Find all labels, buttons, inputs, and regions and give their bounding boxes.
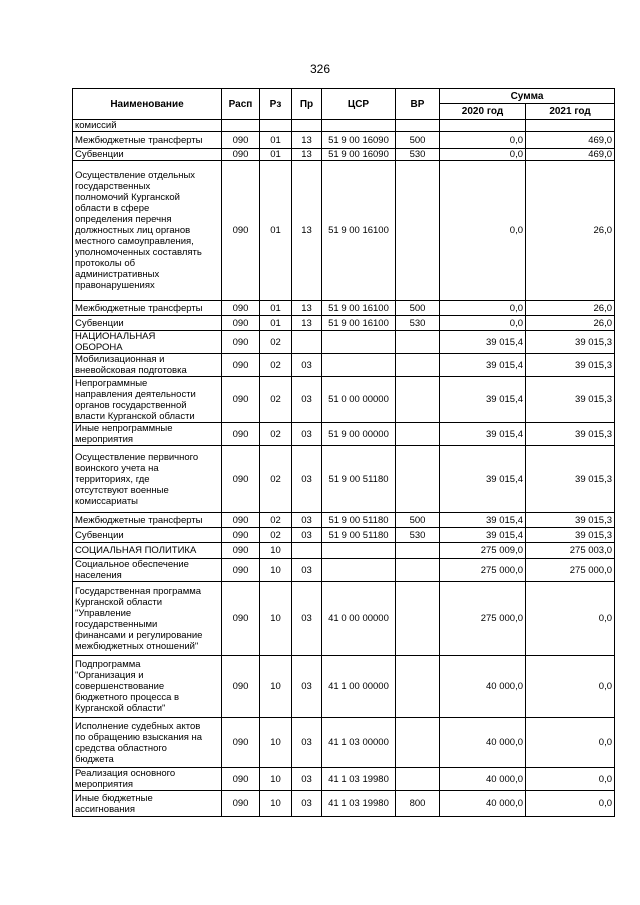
- cell-vr: 530: [396, 528, 440, 543]
- cell-sum-2021: 0,0: [526, 656, 615, 718]
- cell-sum-2021: 26,0: [526, 316, 615, 331]
- table-row: [73, 791, 615, 817]
- cell-sum-2020: [440, 120, 526, 132]
- cell-csr: [322, 120, 396, 132]
- cell-vr: 800: [396, 791, 440, 817]
- cell-vr: 530: [396, 149, 440, 161]
- cell-rz: 01: [260, 316, 292, 331]
- cell-rz: [260, 120, 292, 132]
- cell-rasp: 090: [222, 377, 260, 423]
- table-row: [73, 149, 615, 161]
- cell-sum-2021: 39 015,3: [526, 354, 615, 377]
- cell-rasp: 090: [222, 132, 260, 149]
- cell-sum-2020: 275 000,0: [440, 582, 526, 656]
- cell-name: Государственная программа Курганской области "Управление государственными финансами и регулирование межбюджетных отношений": [73, 582, 222, 656]
- header-csr: ЦСР: [322, 89, 396, 120]
- cell-rz: 10: [260, 768, 292, 791]
- cell-csr: 51 9 00 51180: [322, 513, 396, 528]
- cell-pr: 13: [292, 301, 322, 316]
- cell-sum-2020: 40 000,0: [440, 791, 526, 817]
- cell-sum-2020: 40 000,0: [440, 768, 526, 791]
- cell-csr: [322, 331, 396, 354]
- cell-csr: 51 9 00 16100: [322, 316, 396, 331]
- cell-sum-2021: 26,0: [526, 301, 615, 316]
- table-row: [73, 120, 615, 132]
- cell-pr: [292, 120, 322, 132]
- header-year-2021: 2021 год: [526, 104, 615, 120]
- cell-csr: 41 1 03 19980: [322, 768, 396, 791]
- cell-rasp: 090: [222, 316, 260, 331]
- cell-vr: [396, 656, 440, 718]
- cell-rz: 01: [260, 149, 292, 161]
- table-row: [73, 354, 615, 377]
- cell-rz: 01: [260, 301, 292, 316]
- cell-sum-2021: 469,0: [526, 149, 615, 161]
- cell-vr: 500: [396, 301, 440, 316]
- cell-pr: 03: [292, 768, 322, 791]
- cell-vr: [396, 446, 440, 513]
- cell-sum-2021: 469,0: [526, 132, 615, 149]
- cell-name: Иные непрограммные мероприятия: [73, 423, 222, 446]
- cell-rz: 02: [260, 331, 292, 354]
- cell-rasp: 090: [222, 656, 260, 718]
- cell-pr: 03: [292, 718, 322, 768]
- cell-rasp: 090: [222, 559, 260, 582]
- cell-sum-2021: 39 015,3: [526, 446, 615, 513]
- cell-rz: 10: [260, 559, 292, 582]
- cell-name: Межбюджетные трансферты: [73, 132, 222, 149]
- cell-rz: 10: [260, 656, 292, 718]
- cell-vr: [396, 377, 440, 423]
- cell-pr: 03: [292, 446, 322, 513]
- budget-table: [72, 88, 615, 817]
- cell-sum-2020: 39 015,4: [440, 528, 526, 543]
- table-row: [73, 513, 615, 528]
- cell-csr: 41 1 03 19980: [322, 791, 396, 817]
- cell-csr: 51 9 00 16100: [322, 161, 396, 301]
- cell-sum-2021: 39 015,3: [526, 331, 615, 354]
- cell-csr: 51 9 00 16100: [322, 301, 396, 316]
- header-summa: Сумма: [440, 89, 615, 104]
- cell-vr: [396, 120, 440, 132]
- cell-pr: 03: [292, 656, 322, 718]
- cell-rasp: 090: [222, 718, 260, 768]
- cell-name: Субвенции: [73, 149, 222, 161]
- cell-pr: 03: [292, 791, 322, 817]
- cell-vr: [396, 161, 440, 301]
- cell-rz: 10: [260, 718, 292, 768]
- cell-name: Межбюджетные трансферты: [73, 513, 222, 528]
- cell-name: Осуществление первичного воинского учета на территориях, где отсутствуют военные комиссариаты: [73, 446, 222, 513]
- cell-name: Осуществление отдельных государственных полномочий Курганской области в сфере определения перечня должностных лиц органов местного самоуправления, уполномоченных составлять протоколы об административных правонарушениях: [73, 161, 222, 301]
- cell-sum-2020: 39 015,4: [440, 446, 526, 513]
- cell-sum-2021: 0,0: [526, 718, 615, 768]
- cell-pr: 03: [292, 582, 322, 656]
- cell-pr: 03: [292, 528, 322, 543]
- cell-rz: 02: [260, 513, 292, 528]
- cell-csr: 51 9 00 51180: [322, 446, 396, 513]
- cell-rasp: [222, 120, 260, 132]
- cell-sum-2020: 39 015,4: [440, 377, 526, 423]
- cell-name: Социальное обеспечение населения: [73, 559, 222, 582]
- cell-csr: 41 1 03 00000: [322, 718, 396, 768]
- cell-rz: 02: [260, 377, 292, 423]
- cell-vr: [396, 543, 440, 559]
- cell-pr: 13: [292, 316, 322, 331]
- cell-vr: [396, 331, 440, 354]
- page-number: 326: [309, 62, 331, 76]
- cell-sum-2020: 275 000,0: [440, 559, 526, 582]
- cell-rasp: 090: [222, 513, 260, 528]
- cell-rz: 10: [260, 543, 292, 559]
- table-row: [73, 161, 615, 301]
- cell-rasp: 090: [222, 331, 260, 354]
- cell-vr: [396, 768, 440, 791]
- cell-pr: [292, 331, 322, 354]
- table-row: [73, 377, 615, 423]
- table-row: [73, 446, 615, 513]
- cell-pr: [292, 543, 322, 559]
- cell-sum-2021: 0,0: [526, 768, 615, 791]
- cell-rasp: 090: [222, 791, 260, 817]
- header-vr: ВР: [396, 89, 440, 120]
- table-body: [73, 120, 615, 817]
- cell-csr: [322, 543, 396, 559]
- cell-sum-2020: 40 000,0: [440, 656, 526, 718]
- cell-sum-2021: 26,0: [526, 161, 615, 301]
- table-row: [73, 301, 615, 316]
- header-rz: Рз: [260, 89, 292, 120]
- table-row: [73, 543, 615, 559]
- cell-rz: 10: [260, 791, 292, 817]
- cell-sum-2020: 0,0: [440, 301, 526, 316]
- cell-sum-2020: 39 015,4: [440, 423, 526, 446]
- header-pr: Пр: [292, 89, 322, 120]
- cell-name: Подпрограмма "Организация и совершенствование бюджетного процесса в Курганской области": [73, 656, 222, 718]
- cell-pr: 13: [292, 161, 322, 301]
- cell-rasp: 090: [222, 528, 260, 543]
- cell-sum-2021: 275 000,0: [526, 559, 615, 582]
- table-row: [73, 528, 615, 543]
- table-row: [73, 656, 615, 718]
- cell-rasp: 090: [222, 582, 260, 656]
- cell-csr: 41 1 00 00000: [322, 656, 396, 718]
- cell-sum-2021: 39 015,3: [526, 513, 615, 528]
- cell-vr: 500: [396, 513, 440, 528]
- header-name: Наименование: [73, 89, 222, 120]
- cell-rz: 01: [260, 132, 292, 149]
- table-row: [73, 423, 615, 446]
- cell-name: Исполнение судебных актов по обращению взыскания на средства областного бюджета: [73, 718, 222, 768]
- cell-rz: 02: [260, 354, 292, 377]
- cell-csr: 51 0 00 00000: [322, 377, 396, 423]
- cell-name: комиссий: [73, 120, 222, 132]
- cell-sum-2021: [526, 120, 615, 132]
- cell-sum-2020: 39 015,4: [440, 354, 526, 377]
- header-rasp: Расп: [222, 89, 260, 120]
- cell-vr: [396, 354, 440, 377]
- cell-rz: 02: [260, 423, 292, 446]
- cell-csr: 51 9 00 51180: [322, 528, 396, 543]
- cell-sum-2020: 39 015,4: [440, 331, 526, 354]
- header-year-2020: 2020 год: [440, 104, 526, 120]
- cell-sum-2021: 275 003,0: [526, 543, 615, 559]
- cell-rz: 02: [260, 528, 292, 543]
- cell-name: Непрограммные направления деятельности органов государственной власти Курганской области: [73, 377, 222, 423]
- cell-name: СОЦИАЛЬНАЯ ПОЛИТИКА: [73, 543, 222, 559]
- cell-rz: 10: [260, 582, 292, 656]
- cell-rasp: 090: [222, 423, 260, 446]
- cell-csr: 51 9 00 16090: [322, 149, 396, 161]
- cell-csr: 51 9 00 16090: [322, 132, 396, 149]
- cell-rasp: 090: [222, 149, 260, 161]
- table-row: [73, 582, 615, 656]
- cell-csr: [322, 559, 396, 582]
- cell-rasp: 090: [222, 768, 260, 791]
- cell-vr: 500: [396, 132, 440, 149]
- cell-name: Реализация основного мероприятия: [73, 768, 222, 791]
- cell-rz: 01: [260, 161, 292, 301]
- cell-csr: 51 9 00 00000: [322, 423, 396, 446]
- cell-vr: 530: [396, 316, 440, 331]
- cell-sum-2020: 0,0: [440, 161, 526, 301]
- cell-pr: 03: [292, 559, 322, 582]
- cell-sum-2021: 39 015,3: [526, 377, 615, 423]
- cell-pr: 03: [292, 377, 322, 423]
- cell-pr: 03: [292, 423, 322, 446]
- cell-pr: 03: [292, 513, 322, 528]
- cell-sum-2021: 0,0: [526, 582, 615, 656]
- cell-sum-2020: 0,0: [440, 132, 526, 149]
- cell-sum-2021: 39 015,3: [526, 528, 615, 543]
- cell-sum-2020: 0,0: [440, 316, 526, 331]
- cell-rasp: 090: [222, 543, 260, 559]
- cell-name: Субвенции: [73, 528, 222, 543]
- cell-sum-2021: 39 015,3: [526, 423, 615, 446]
- cell-vr: [396, 718, 440, 768]
- table-row: [73, 331, 615, 354]
- cell-sum-2020: 0,0: [440, 149, 526, 161]
- cell-csr: 41 0 00 00000: [322, 582, 396, 656]
- cell-vr: [396, 582, 440, 656]
- table-row: [73, 316, 615, 331]
- cell-vr: [396, 423, 440, 446]
- cell-pr: 03: [292, 354, 322, 377]
- cell-rasp: 090: [222, 446, 260, 513]
- cell-rasp: 090: [222, 161, 260, 301]
- cell-sum-2020: 39 015,4: [440, 513, 526, 528]
- cell-csr: [322, 354, 396, 377]
- cell-name: Мобилизационная и вневойсковая подготовка: [73, 354, 222, 377]
- cell-name: НАЦИОНАЛЬНАЯ ОБОРОНА: [73, 331, 222, 354]
- cell-pr: 13: [292, 149, 322, 161]
- cell-sum-2021: 0,0: [526, 791, 615, 817]
- cell-sum-2020: 275 009,0: [440, 543, 526, 559]
- table-row: [73, 718, 615, 768]
- table-row: [73, 132, 615, 149]
- cell-name: Субвенции: [73, 316, 222, 331]
- cell-rasp: 090: [222, 354, 260, 377]
- table-row: [73, 768, 615, 791]
- cell-vr: [396, 559, 440, 582]
- cell-rz: 02: [260, 446, 292, 513]
- table-row: [73, 559, 615, 582]
- cell-pr: 13: [292, 132, 322, 149]
- cell-name: Иные бюджетные ассигнования: [73, 791, 222, 817]
- cell-sum-2020: 40 000,0: [440, 718, 526, 768]
- cell-name: Межбюджетные трансферты: [73, 301, 222, 316]
- cell-rasp: 090: [222, 301, 260, 316]
